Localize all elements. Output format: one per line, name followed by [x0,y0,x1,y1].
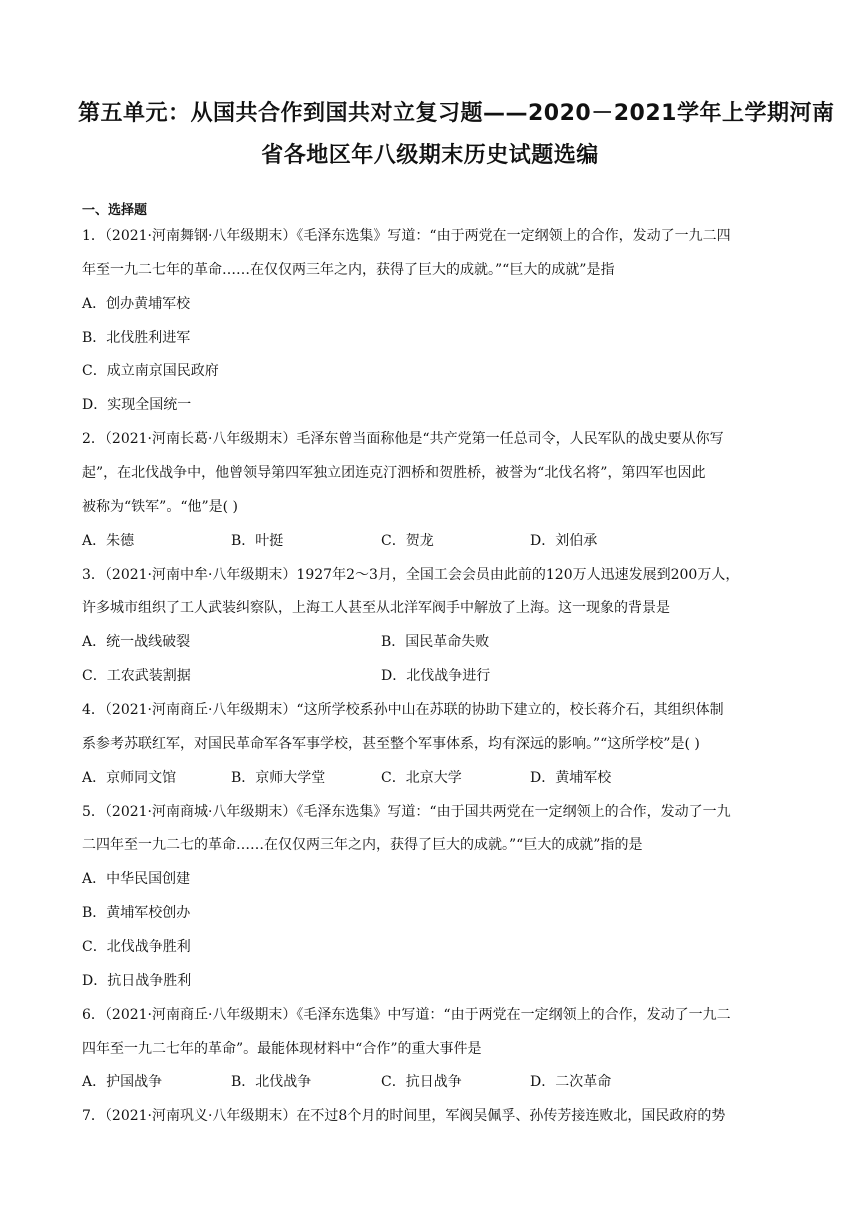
q3-stem-line-1: 3．（2021·河南中牟·八年级期末）1927年2～3月，全国工会会员由此前的120万人迅速发展到200万人， [82,567,740,583]
q1-stem-line-1: 1．（2021·河南舞钢·八年级期末）《毛泽东选集》写道：“由于两党在一定纲领上的合作，发动了一九二四 [82,228,731,244]
q3-option-a: A．统一战线破裂 [82,634,191,650]
document-title-line-2: 省各地区年八级期末历史试题选编 [261,143,599,168]
q2-option-a: A．朱德 [82,533,135,549]
q6-stem-line-1: 6．（2021·河南商丘·八年级期末）《毛泽东选集》中写道：“由于两党在一定纲领上的合作，发动了一九二 [82,1007,731,1023]
q2-option-d: D．刘伯承 [530,533,598,549]
q1-option-b: B．北伐胜利进军 [82,330,191,346]
q1-option-c: C．成立南京国民政府 [82,363,219,379]
q1-stem-line-2: 年至一九二七年的革命……在仅仅两三年之内，获得了巨大的成就。”“巨大的成就”是指 [82,262,615,278]
q2-stem-line-1: 2．（2021·河南长葛·八年级期末）毛泽东曾当面称他是“共产党第一任总司令，人民军队的战史要从你写 [82,431,724,447]
q5-option-b: B．黄埔军校创办 [82,905,191,921]
q4-stem-line-2: 系参考苏联红军，对国民革命军各军事学校，甚至整个军事体系，均有深远的影响。”“这所学校”是( ) [82,736,700,752]
q2-stem-line-2: 起”，在北伐战争中，他曾领导第四军独立团连克汀泗桥和贺胜桥，被誉为“北伐名将”，第四军也因此 [82,465,706,481]
q5-option-d: D．抗日战争胜利 [82,973,192,989]
q5-option-c: C．北伐战争胜利 [82,939,191,955]
q4-option-b: B．京师大学堂 [231,770,326,786]
q4-option-c: C．北京大学 [381,770,462,786]
q6-option-c: C．抗日战争 [381,1074,462,1090]
q7-stem-line-1: 7．（2021·河南巩义·八年级期末）在不过8个月的时间里，军阀吴佩孚、孙传芳接连败北，国民政府的势 [82,1108,726,1124]
q3-stem-line-2: 许多城市组织了工人武装纠察队，上海工人甚至从北洋军阀手中解放了上海。这一现象的背景是 [82,600,670,616]
q1-option-d: D．实现全国统一 [82,397,192,413]
q3-option-c: C．工农武装割据 [82,668,191,684]
q6-option-d: D．二次革命 [530,1074,612,1090]
q5-option-a: A．中华民国创建 [82,871,191,887]
q6-option-a: A．护国战争 [82,1074,163,1090]
q6-option-b: B．北伐战争 [231,1074,312,1090]
q1-option-a: A．创办黄埔军校 [82,296,191,312]
q4-stem-line-1: 4．（2021·河南商丘·八年级期末）“这所学校系孙中山在苏联的协助下建立的，校长蒋介石，其组织体制 [82,702,724,718]
q2-stem-line-3: 被称为“铁军”。“他”是( ) [82,499,239,515]
q3-option-d: D．北伐战争进行 [381,668,491,684]
q5-stem-line-1: 5．（2021·河南商城·八年级期末）《毛泽东选集》写道：“由于国共两党在一定纲领上的合作，发动了一九 [82,804,731,820]
q2-option-b: B．叶挺 [231,533,284,549]
q4-option-a: A．京师同文馆 [82,770,177,786]
section-heading: 一、选择题 [82,203,148,218]
q3-option-b: B．国民革命失败 [381,634,490,650]
q2-option-c: C．贺龙 [381,533,434,549]
q5-stem-line-2: 二四年至一九二七的革命……在仅仅两三年之内，获得了巨大的成就。”“巨大的成就”指的是 [82,837,643,853]
q4-option-d: D．黄埔军校 [530,770,612,786]
document-title-line-1: 第五单元：从国共合作到国共对立复习题——2020－2021学年上学期河南 [78,101,835,126]
q6-stem-line-2: 四年至一九二七年的革命”。最能体现材料中“合作”的重大事件是 [82,1041,482,1057]
